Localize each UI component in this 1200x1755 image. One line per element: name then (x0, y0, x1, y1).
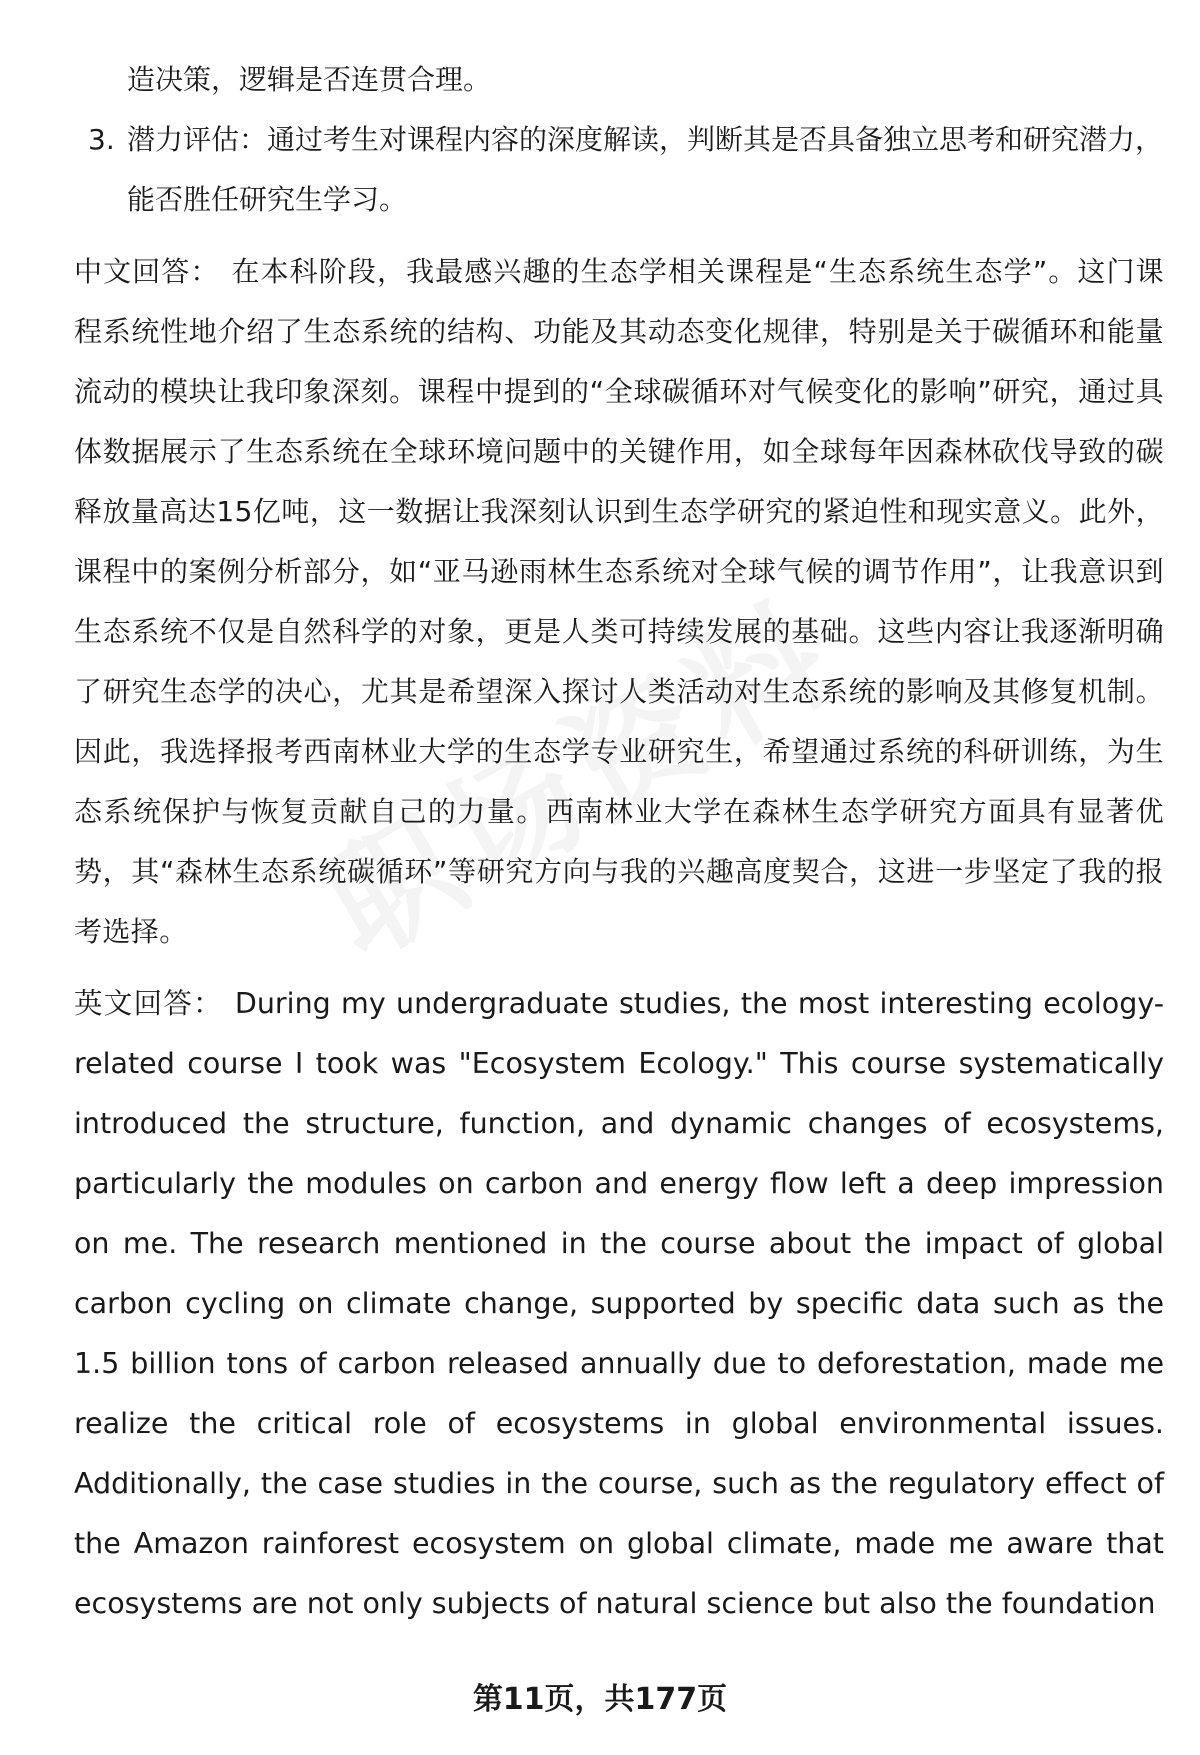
chinese-answer (74, 242, 1164, 962)
english-answer-label: 英文回答： (74, 987, 223, 1020)
list-number: 3. (88, 123, 115, 156)
list-text: 潜力评估：通过考生对课程内容的深度解读，判断其是否具备独立思考和研究潜力，能否胜任研究生学习。 (127, 123, 1164, 216)
page-indicator: 第11页，共177页 (472, 1682, 728, 1717)
continuation-text: 造决策，逻辑是否连贯合理。 (127, 63, 492, 96)
list-item (74, 110, 1164, 230)
chinese-answer-text: 在本科阶段，我最感兴趣的生态学相关课程是“生态系统生态学”。这门课程系统性地介绍了生态系统的结构、功能及其动态变化规律，特别是关于碳循环和能量流动的模块让我印象深刻。课程中提到的“全球碳循环对气候变化的影响”研究，通过具体数据展示了生态系统在全球环境问题中的关键作用，如全球每年因森林砍伐导致的碳释放量高达15亿吨，这一数据让我深刻认识到生态学研究的紧迫性和现实意义。此外，课程中的案例分析部分，如“亚马逊雨林生态系统对全球气候的调节作用”，让我意识到生态系统不仅是自然科学的对象，更是人类可持续发展的基础。这些内容让我逐渐明确了研究生态学的决心，尤其是希望深入探讨人类活动对生态系统的影响及其修复机制。因此，我选择报考西南林业大学的生态学专业研究生，希望通过系统的科研训练，为生态系统保护与恢复贡献自己的力量。西南林业大学在森林生态学研究方面具有显著优势，其“森林生态系统碳循环”等研究方向与我的兴趣高度契合，这进一步坚定了我的报考选择。 (74, 255, 1164, 948)
english-answer (74, 974, 1164, 1634)
chinese-answer-label: 中文回答： (74, 255, 220, 288)
document-body (74, 50, 1164, 1634)
english-answer-text: During my undergraduate studies, the most interesting ecology-related course I took was "Ecosystem Ecology." This course systematically introduced the structure, function, and dynamic changes of ecosystems, particularly the modules on carbon and energy flow left a deep impression on me. The research mentioned in the course about the impact of global carbon cycling on climate change, supported by specific data such as the 1.5 billion tons of carbon released annually due to deforestation, made me realize the critical role of ecosystems in global environmental issues. Additionally, the case studies in the course, such as the regulatory effect of the Amazon rainforest ecosystem on global climate, made me aware that ecosystems are not only subjects of natural science but also the foundation (74, 987, 1164, 1620)
